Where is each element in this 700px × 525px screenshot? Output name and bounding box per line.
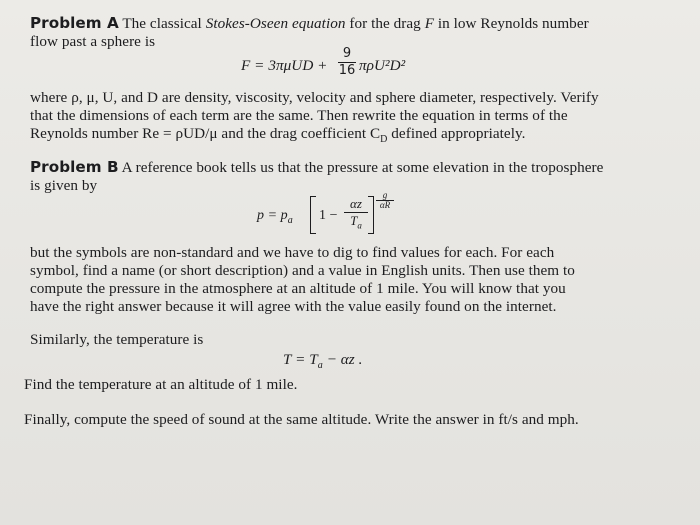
- problem-b-para-1: but the symbols are non-standard and we have to dig to find values for each. For each: [30, 244, 555, 261]
- pressure-equation: [257, 207, 293, 230]
- eq-b-exp-den: αR: [379, 200, 391, 210]
- problem-a-intro: The classical: [122, 15, 202, 32]
- eq-b-frac-num: αz: [350, 196, 362, 211]
- problem-b-line2: is given by: [30, 177, 98, 194]
- problem-b-para-2: symbol, find a name (or short description) and a value in English units. Then use them to: [30, 262, 575, 279]
- eq-b-frac-den-wrap: [344, 214, 368, 233]
- eq-a-fraction: [338, 47, 356, 78]
- stokes-oseen-equation: [241, 57, 327, 75]
- temp-eq-sub: a: [317, 360, 323, 372]
- problem-a-intro-3: in low Reynolds number: [437, 15, 589, 32]
- problem-a-where-2: that the dimensions of each term are the same. Then rewrite the equation in terms of the: [30, 107, 568, 124]
- right-bracket: [368, 196, 374, 234]
- problem-a-label: Problem A: [30, 14, 119, 32]
- temp-eq-rhs: − αz .: [322, 351, 363, 368]
- problem-b-line1: [30, 158, 603, 177]
- problem-b-para-4: have the right answer because it will agree with the value easily found on the internet.: [30, 298, 557, 315]
- problem-a-where-3: [30, 125, 526, 149]
- temp-eq-lhs: T = T: [283, 351, 318, 368]
- temperature-equation: [283, 351, 362, 375]
- problem-b-label: Problem B: [30, 158, 119, 176]
- find-temperature-line: Find the temperature at an altitude of 1 mile.: [24, 376, 298, 393]
- problem-a-line2: flow past a sphere is: [30, 33, 156, 50]
- stokes-oseen-term: Stokes-Oseen equation: [205, 15, 346, 32]
- finally-line: Finally, compute the speed of sound at the same altitude. Write the answer in ft/s and mph.: [24, 411, 579, 428]
- eq-b-exponent: [376, 191, 394, 210]
- eq-b-lhs-sub: a: [287, 214, 293, 226]
- problem-a-intro-2: for the drag: [349, 15, 421, 32]
- problem-a-line1: [30, 14, 589, 33]
- eq-b-lhs: p = p: [257, 208, 288, 223]
- cd-subscript: D: [380, 134, 388, 146]
- eq-a-lhs: F = 3πμUD +: [241, 57, 328, 74]
- eq-b-one-wrap: [319, 207, 338, 225]
- problem-b-intro: A reference book tells us that the pressure at some elevation in the troposphere: [121, 159, 604, 176]
- problem-a-where-1: where ρ, μ, U, and D are density, viscosity, velocity and sphere diameter, respectively. Verify: [30, 89, 599, 106]
- left-bracket: [310, 196, 316, 234]
- eq-b-frac-den: T: [350, 213, 358, 228]
- eq-b-exp-num: g: [382, 190, 388, 200]
- eq-b-one: 1 −: [319, 208, 338, 223]
- eq-a-numerator: 9: [342, 46, 352, 61]
- eq-a-rhs: πρU²D²: [359, 57, 406, 74]
- eq-a-denominator: 16: [338, 63, 356, 78]
- reynolds-text: Reynolds number Re = ρUD/μ and the drag coefficient C: [30, 125, 381, 142]
- drag-variable: F: [424, 15, 435, 32]
- eq-b-frac-den-sub: a: [357, 220, 362, 231]
- reynolds-text-end: defined appropriately.: [387, 125, 526, 142]
- similarly-line: Similarly, the temperature is: [30, 331, 204, 348]
- eq-a-rhs-wrap: [359, 57, 405, 75]
- eq-b-fraction: [344, 197, 368, 233]
- problem-b-para-3: compute the pressure in the atmosphere at an altitude of 1 mile. You will know that you: [30, 280, 566, 297]
